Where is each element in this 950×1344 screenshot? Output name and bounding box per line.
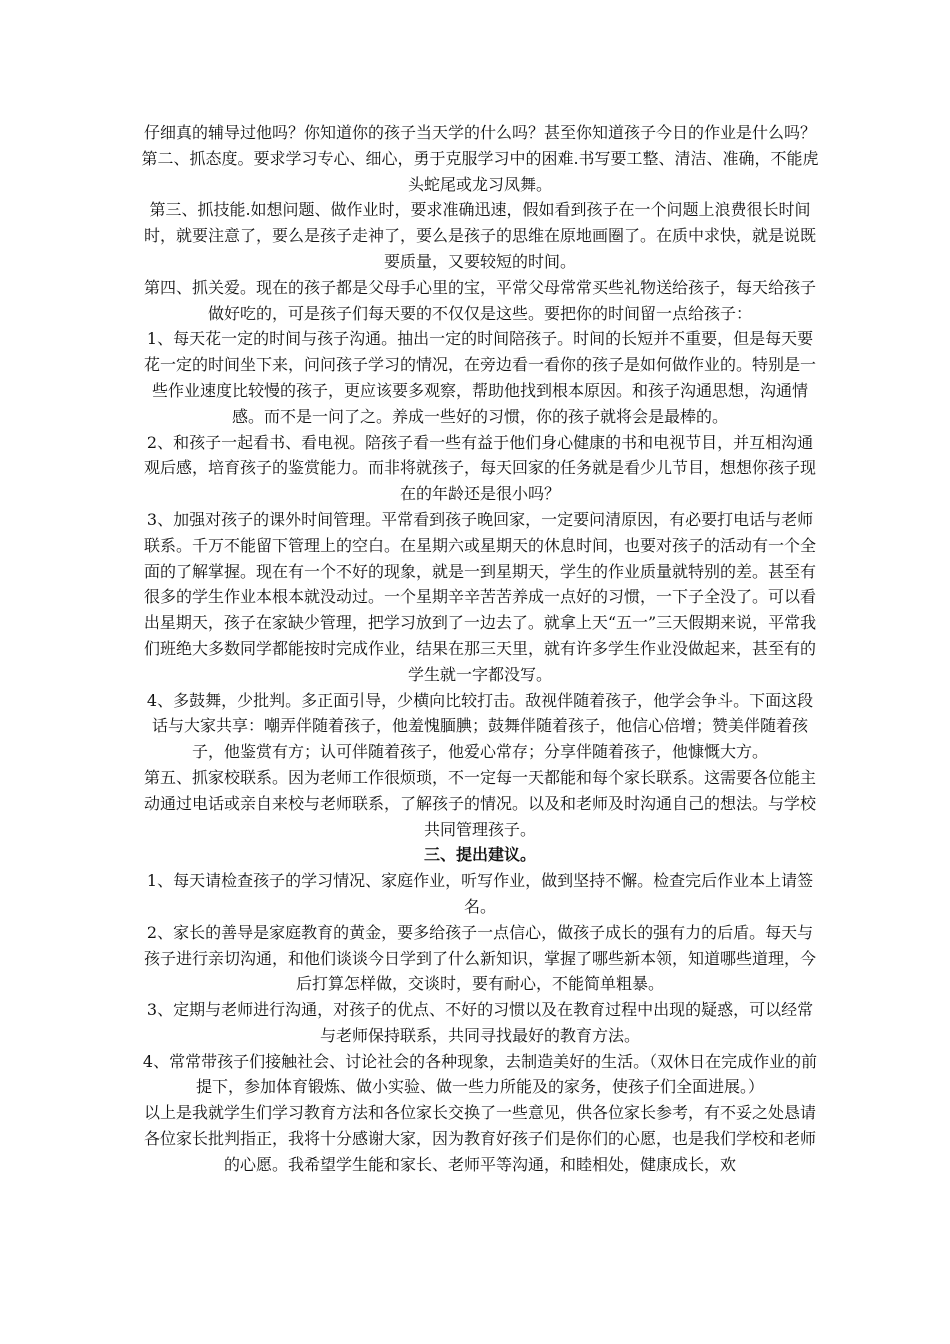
paragraph-care-item-4: 4、多鼓舞，少批判。多正面引导，少横向比较打击。敌视伴随着孩子，他学会争斗。下面这段话与大家共享：嘲弄伴随着孩子，他羞愧腼腆；鼓舞伴随着孩子，他信心倍增；赞美伴随着孩子，他鉴赏有方；认可伴随着孩子，他爱心常存；分享伴随着孩子，他慷慨大方。 [146, 690, 814, 762]
paragraph-suggestion-1: 1、每天请检查孩子的学习情况、家庭作业，听写作业，做到坚持不懈。检查完后作业本上请签名。 [146, 871, 814, 916]
paragraph-care-item-2: 2、和孩子一起看书、看电视。陪孩子看一些有益于他们身心健康的书和电视节目，并互相沟通观后感，培育孩子的鉴赏能力。而非将就孩子，每天回家的任务就是看少儿节目，想想你孩子现在的年龄还是很小吗？ [143, 432, 816, 504]
paragraph-care: 第四、抓关爱。现在的孩子都是父母手心里的宝，平常父母常常买些礼物送给孩子，每天给孩子做好吃的，可是孩子们每天要的不仅仅是这些。要把你的时间留一点给孩子： [143, 277, 816, 323]
paragraph-care-item-3: 3、加强对孩子的课外时间管理。平常看到孩子晚回家，一定要问清原因，有必要打电话与老师联系。千万不能留下管理上的空白。在星期六或星期天的休息时间，也要对孩子的活动有一个全面的了解掌握。现在有一个不好的现象，就是一到星期天，学生的作业质量就特别的差。甚至有很多的学生作业本根本就没动过。一个星期辛辛苦苦养成一点好的习惯，一下子全没了。可以看出星期天，孩子在家缺少管理，把学习放到了一边去了。就拿上天“五一”三天假期来说，平常我们班绝大多数同学都能按时完成作业，结果在那三天里，就有许多学生作业没做起来，甚至有的学生就一字都没写。 [143, 509, 817, 684]
paragraph-suggestion-4: 4、常常带孩子们接触社会、讨论社会的各种现象，去制造美好的生活。（双休日在完成作业的前提下，参加体育锻炼、做小实验、做一些力所能及的家务，使孩子们全面进展。） [142, 1051, 818, 1097]
paragraph-home-school: 第五、抓家校联系。因为老师工作很烦琐，不一定每一天都能和每个家长联系。这需要各位能主动通过电话或亲自来校与老师联系，了解孩子的情况。以及和老师及时沟通自己的想法。与学校共同管理孩子。 [143, 767, 816, 839]
paragraph-skills: 第三、抓技能.如想问题、做作业时，要求准确迅速，假如看到孩子在一个问题上浪费很长时间时，就要注意了，要么是孩子走神了，要么是孩子的思维在原地画圈了。在质中求快，就是说既要质量，又要较短的时间。 [143, 200, 816, 271]
document-body [140, 120, 820, 1178]
paragraph-suggestion-3: 3、定期与老师进行沟通，对孩子的优点、不好的习惯以及在教育过程中出现的疑惑，可以经常与老师保持联系，共同寻找最好的教育方法。 [146, 1000, 814, 1045]
paragraph-suggestion-2: 2、家长的善导是家庭教育的黄金，要多给孩子一点信心，做孩子成长的强有力的后盾。每天与孩子进行亲切沟通，和他们谈谈今日学到了什么新知识，掌握了哪些新本领，知道哪些道理，今后打算怎样做，交谈时，要有耐心，不能简单粗暴。 [143, 922, 816, 994]
paragraph-attitude: 第二、抓态度。要求学习专心、细心，勇于克服学习中的困难.书写要工整、清洁、准确，不能虎头蛇尾或龙习凤舞。 [141, 148, 819, 194]
section-heading-suggestions: 三、提出建议。 [423, 845, 536, 865]
paragraph-care-item-1: 1、每天花一定的时间与孩子沟通。抽出一定的时间陪孩子。时间的长短并不重要，但是每天要花一定的时间坐下来，问问孩子学习的情况，在旁边看一看你的孩子是如何做作业的。特别是一些作业速度比较慢的孩子，更应该要多观察，帮助他找到根本原因。和孩子沟通思想，沟通情感。而不是一问了之。养成一些好的习惯，你的孩子就将会是最棒的。 [143, 329, 816, 426]
paragraph-closing: 以上是我就学生们学习教育方法和各位家长交换了一些意见，供各位家长参考，有不妥之处恳请各位家长批判指正，我将十分感谢大家，因为教育好孩子们是你们的心愿，也是我们学校和老师的心愿。我希望学生能和家长、老师平等沟通，和睦相处，健康成长，欢 [143, 1103, 816, 1174]
paragraph-tutoring-question: 仔细真的辅导过他吗？你知道你的孩子当天学的什么吗？甚至你知道孩子今日的作业是什么吗？ [143, 123, 816, 142]
